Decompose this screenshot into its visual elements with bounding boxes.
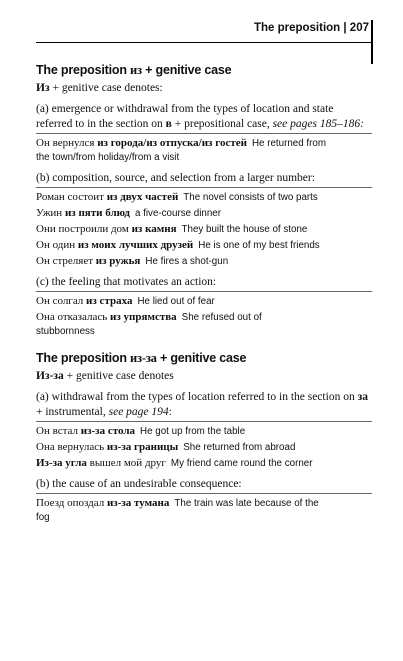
subsection-reference: see pages 185–186: (272, 118, 364, 130)
header-rule (36, 42, 372, 43)
example-english: My friend came round the corner (170, 458, 313, 469)
intro-preposition: Из-за (36, 370, 64, 382)
heading-preposition: из (130, 63, 142, 77)
example-row (36, 456, 372, 471)
subsection-rule (36, 187, 372, 188)
header-bar (371, 20, 373, 64)
intro-text: + genitive case denotes: (49, 82, 163, 94)
example-russian (36, 255, 140, 267)
heading-preposition: из-за (130, 351, 157, 365)
example-english-cont: the town/from holiday/from a visit (36, 152, 180, 163)
ru-bold: из города/из отпуска/из гостей (97, 137, 247, 149)
subsection-a (36, 390, 372, 420)
example-row (36, 238, 372, 253)
example-russian (36, 239, 193, 251)
example-row (36, 254, 372, 269)
ru-text: Он солгал (36, 295, 87, 307)
ru-bold: из ружья (95, 255, 141, 267)
example-russian (36, 223, 177, 235)
ru-bold: из упрямства (110, 311, 177, 323)
subsection-bold: за (357, 391, 368, 403)
subsection-rule (36, 421, 372, 422)
ru-text: Он один (36, 239, 78, 251)
example-row (36, 294, 372, 309)
ru-text: Он вернулся (36, 137, 98, 149)
subsection-text-2: + instrumental, (36, 406, 109, 418)
example-english: The train was late because of the (174, 498, 319, 509)
section-heading-iz (36, 62, 372, 78)
example-russian (36, 295, 132, 307)
ru-text: Он стреляет (36, 255, 96, 267)
subsection-bold: в (165, 118, 172, 130)
ru-text: Она вернулась (36, 441, 107, 453)
ru-text: Ужин (36, 207, 65, 219)
example-english: She returned from abroad (183, 442, 296, 453)
heading-text: The preposition (36, 351, 131, 365)
example-english-cont: stubbornness (36, 326, 95, 337)
ru-text: Поезд опоздал (36, 497, 107, 509)
subsection-c: (c) the feeling that motivates an action: (36, 276, 217, 288)
example-russian (36, 497, 169, 509)
ru-text: Она отказалась (36, 311, 111, 323)
subsection-text-2: + prepositional case, (171, 118, 273, 130)
ru-text: Роман состоит (36, 191, 107, 203)
subsection-text: (a) emergence or withdrawal from the types of location and state referred to in the section on (36, 103, 334, 130)
ru-bold: из-за границы (106, 441, 179, 453)
intro-preposition: Из (36, 82, 50, 94)
example-english: She refused out of (181, 312, 262, 323)
running-head: The preposition | 207 (253, 22, 369, 34)
subsection-b: (b) composition, source, and selection from a larger number: (36, 172, 315, 184)
section-heading-iz-za (36, 350, 372, 366)
intro-text: + genitive case denotes (63, 370, 174, 382)
example-row (36, 136, 372, 165)
heading-text: The preposition (36, 63, 131, 77)
heading-text-post: + genitive case (156, 351, 247, 365)
subsection-reference: see page 194 (108, 406, 169, 418)
example-russian (36, 425, 135, 437)
example-russian (36, 441, 178, 453)
example-russian (36, 191, 178, 203)
ru-text: Они построили дом (36, 223, 132, 235)
subsection-a (36, 102, 372, 132)
example-row (36, 190, 372, 205)
example-english: a five-course dinner (134, 208, 222, 219)
example-english: He lied out of fear (137, 296, 215, 307)
example-english: He is one of my best friends (198, 240, 320, 251)
subsection-text-3: : (168, 406, 172, 418)
section-intro (36, 81, 372, 96)
heading-text-post: + genitive case (141, 63, 232, 77)
subsection-rule (36, 291, 372, 292)
example-english: He got up from the table (140, 426, 246, 437)
subsection-rule (36, 493, 372, 494)
ru-bold: из моих лучших друзей (77, 239, 194, 251)
example-english: They built the house of stone (181, 224, 308, 235)
example-row (36, 206, 372, 221)
example-english: He fires a shot-gun (145, 256, 229, 267)
ru-bold: из двух частей (106, 191, 179, 203)
ru-bold: из камня (131, 223, 177, 235)
ru-bold: из-за тумана (106, 497, 170, 509)
example-english: He returned from (251, 138, 327, 149)
example-row (36, 496, 372, 525)
subsection-rule (36, 133, 372, 134)
ru-bold: из страха (86, 295, 133, 307)
ru-text-post: вышел мой друг (86, 457, 166, 469)
subsection-b: (b) the cause of an undesirable consequence: (36, 478, 242, 490)
subsection-text: (a) withdrawal from the types of location referred to in the section on (36, 391, 358, 403)
example-row (36, 424, 372, 439)
example-english-cont: fog (36, 512, 50, 523)
example-russian (36, 457, 166, 469)
example-english: The novel consists of two parts (183, 192, 318, 203)
ru-bold: из пяти блюд (64, 207, 130, 219)
ru-bold: Из-за угла (36, 457, 87, 469)
example-row (36, 310, 372, 339)
example-russian (36, 311, 177, 323)
example-russian (36, 137, 247, 149)
ru-bold: из-за стола (80, 425, 136, 437)
example-row (36, 222, 372, 237)
ru-text: Он встал (36, 425, 81, 437)
example-row (36, 440, 372, 455)
example-russian (36, 207, 130, 219)
page-body (36, 62, 372, 526)
section-intro (36, 369, 372, 384)
